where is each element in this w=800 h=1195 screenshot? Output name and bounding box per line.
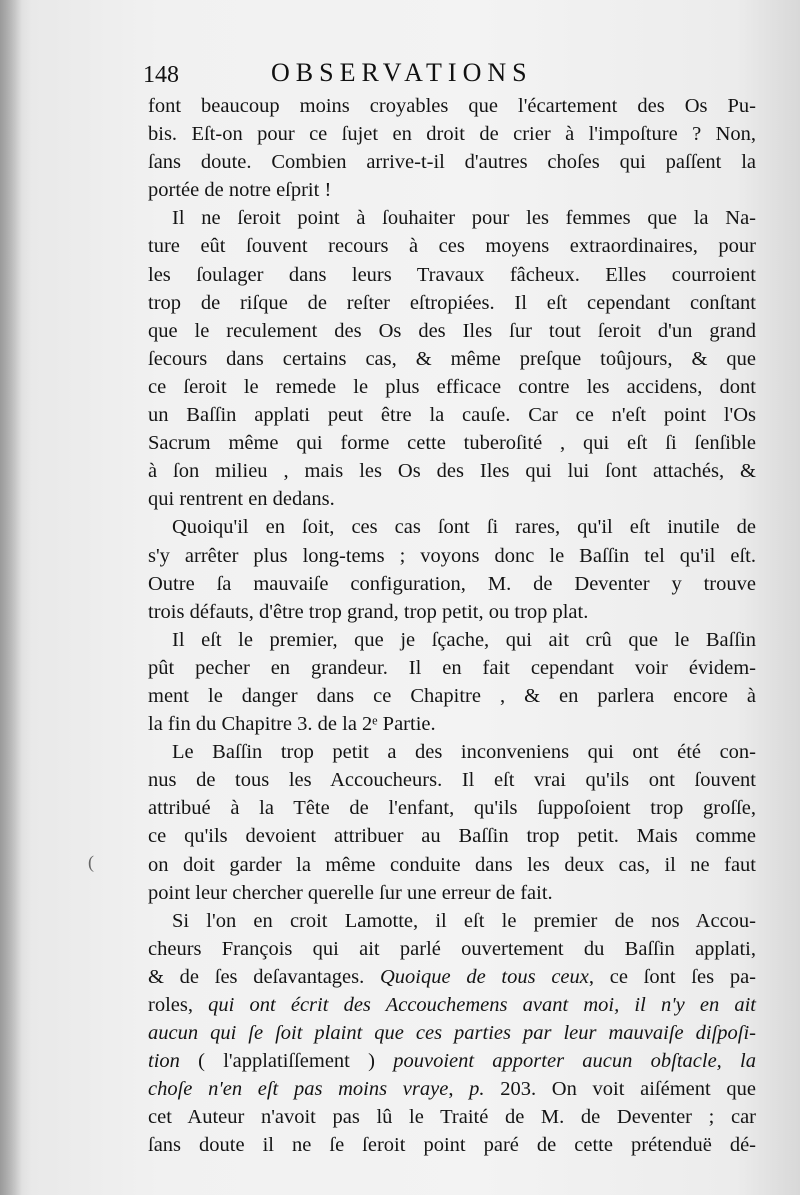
margin-mark: ( (88, 852, 94, 872)
text-line: ce ſeroit le remede le plus efficace contre les accidens, dont (148, 375, 756, 398)
text-line: portée de notre eſprit ! (148, 179, 332, 202)
page-header (143, 58, 755, 94)
text-line: Le Baſſin trop petit a des inconveniens qui ont été con- (172, 741, 756, 764)
text-line: ſans doute il ne ſe ſeroit point paré de cette prétenduë dé- (148, 1134, 756, 1157)
text-line: ce qu'ils devoient attribuer au Baſſin trop petit. Mais comme (148, 825, 756, 848)
italic-quote: p. (469, 1078, 485, 1101)
text-line: que le reculement des Os des Iles ſur tout ſeroit d'un grand (148, 319, 756, 342)
text-segment: roles, (148, 994, 209, 1016)
running-head: OBSERVATIONS (271, 58, 533, 87)
text-line (148, 991, 756, 1019)
text-line: trois défauts, d'être trop grand, trop petit, ou trop plat. (148, 600, 589, 623)
text-segment: & de ſes deſavantages. (148, 965, 380, 988)
italic-quote: qui ont écrit des Accouchemens avant moi, il n'y en ait (208, 994, 756, 1016)
text-line: ment le danger dans ce Chapitre , & en parlera encore à (148, 684, 756, 707)
text-segment: , ce ſont ſes pa- (588, 965, 756, 988)
text-segment: ( l'applatiſſement ) (179, 1050, 394, 1073)
italic-quote: aucun qui ſe ſoit plaint que ces parties par leur mauvaiſe diſpoſi- (148, 1022, 756, 1045)
text-line: font beaucoup moins croyables que l'écartement des Os Pu- (148, 95, 756, 117)
text-line: Outre ſa mauvaiſe configuration, M. de Deventer y trouve (148, 572, 756, 595)
text-line (148, 1019, 756, 1047)
page-number: 148 (143, 62, 179, 88)
text-line: ture eût ſouvent recours à ces moyens extraordinaires, pour (148, 235, 756, 258)
text-line: Quoiqu'il en ſoit, ces cas ſont ſi rares, qu'il eſt inutile de (172, 516, 756, 539)
text-line: à ſon milieu , mais les Os des Iles qui lui ſont attachés, & (148, 460, 756, 483)
text-line: Il eſt le premier, que je ſçache, qui ait crû que le Baſſin (172, 628, 756, 651)
text-segment: , (448, 1078, 470, 1101)
text-segment: 203. On voit aiſément que (484, 1078, 757, 1101)
text-line: cheurs François qui ait parlé ouvertement du Baſſin applati, (148, 937, 756, 960)
text-line: ſecours dans certains cas, & même preſque toûjours, & que (148, 347, 756, 370)
text-line: on doit garder la même conduite dans les deux cas, il ne faut (148, 853, 756, 876)
text-line: attribué à la Tête de l'enfant, qu'ils ſuppoſoient trop groſſe, (148, 797, 756, 820)
text-line: Si l'on en croit Lamotte, il eſt le premier de nos Accou- (172, 909, 756, 932)
text-line: qui rentrent en dedans. (148, 488, 335, 511)
text-line: trop de riſque de reſter eſtropiées. Il eſt cependant conſtant (148, 291, 756, 314)
text-line (148, 963, 756, 991)
text-line: ſans doute. Combien arrive-t-il d'autres choſes qui paſſent la (148, 151, 756, 174)
italic-quote: tion (148, 1050, 180, 1073)
italic-quote: choſe n'en eſt pas moins vraye (148, 1078, 449, 1101)
text-line: Sacrum même qui forme cette tuberoſité , qui eſt ſi ſenſible (148, 432, 756, 455)
italic-quote: pouvoient apporter aucun obſtacle, la (393, 1050, 757, 1073)
italic-quote: Quoique de tous ceux (380, 965, 589, 988)
text-line: Il ne ſeroit point à ſouhaiter pour les femmes que la Na- (172, 207, 756, 230)
text-line (148, 1075, 756, 1103)
text-line: point leur chercher querelle ſur une erreur de fait. (148, 881, 553, 904)
text-line: s'y arrêter plus long-tems ; voyons donc le Baſſin tel qu'il eſt. (148, 544, 756, 567)
text-line: les ſoulager dans leurs Travaux fâcheux. Elles courroient (148, 263, 756, 286)
text-line: pût pecher en grandeur. Il en fait cependant voir évidem- (148, 656, 756, 679)
body-text (148, 92, 756, 1160)
text-line: un Baſſin applati peut être la cauſe. Car ce n'eſt point l'Os (148, 404, 756, 427)
text-line: cet Auteur n'avoit pas lû le Traité de M. de Deventer ; car (148, 1106, 756, 1129)
text-line: la fin du Chapitre 3. de la 2ᵉ Partie. (148, 713, 436, 736)
text-line: bis. Eſt-on pour ce ſujet en droit de crier à l'impoſture ? Non, (148, 123, 756, 146)
text-line (148, 1047, 756, 1075)
text-line: nus de tous les Accoucheurs. Il eſt vrai qu'ils ont ſouvent (148, 769, 756, 792)
